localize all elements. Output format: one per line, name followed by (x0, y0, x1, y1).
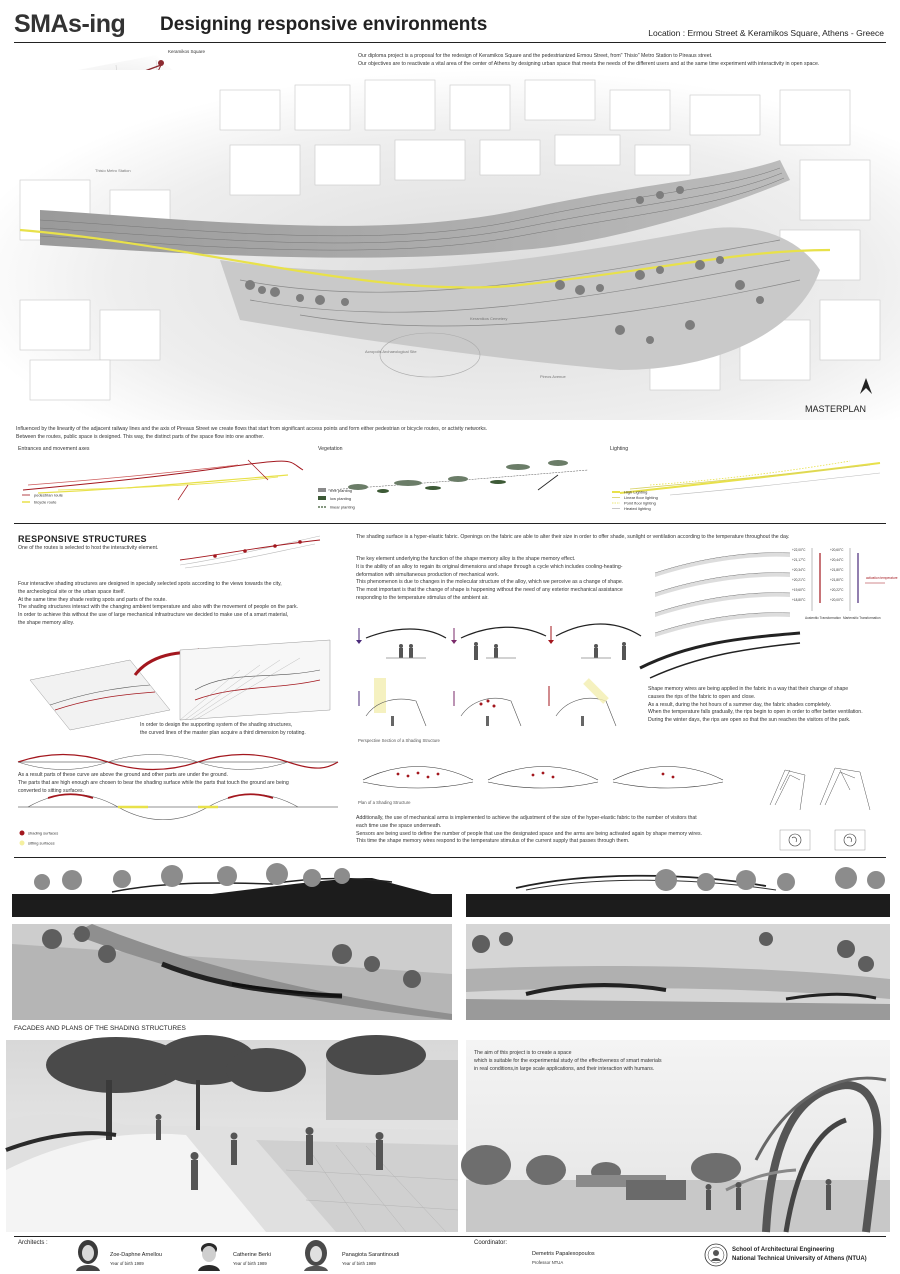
masterplan-drawing (0, 70, 900, 420)
section-divider-1 (14, 523, 886, 524)
arms-l3: Sensors are being used to define the number of people that use the designated space and the arms are being activated again by shape memory wires. (356, 830, 703, 837)
intro-line-2: Our objectives are to reactivate a vital area of the center of Athens by designing urban space that meets the needs of the different users and at the same time experiment with interactivity in open space. (358, 61, 820, 68)
arms-l2: each time use the space underneath. (356, 822, 442, 829)
legend-high-lighting: High Lighting (624, 489, 648, 495)
graph-left-4: +19,60°C (792, 588, 806, 592)
responsive-p3-l1: As a result parts of these curve are above the ground and other parts are under the ground. (18, 772, 228, 778)
architect-1-name: Zoe-Daphne Arnellou (110, 1252, 162, 1258)
aim-l3: in real conditions,in large scale applications, and their interaction with humans. (474, 1065, 655, 1072)
responsive-para-3 (18, 772, 338, 795)
responsive-p1-l6: the shape memory alloy. (18, 619, 75, 626)
legend-pedestrian: pedestrian route (34, 492, 63, 498)
wires-l1: Shape memory wires are being applied in the fabric in a way that their change of shape (648, 686, 849, 692)
legend-heated-lighting: Heated lighting (624, 506, 651, 511)
arms-para (356, 815, 756, 846)
sma-p-l1: The key element underlying the function of the shape memory alloy is the shape memory effect. (356, 556, 576, 562)
graph-left-5: +18,80°C (792, 598, 806, 602)
masterplan-label: MASTERPLAN (804, 404, 866, 414)
layered-structure-diagram (640, 543, 898, 693)
perspective-sections (356, 676, 636, 736)
ntua-seal-icon (704, 1243, 728, 1267)
facade-right (466, 862, 890, 917)
graph-label-martensitic: Martensitic Transformation (843, 616, 881, 620)
legend-sitting-surfaces: sitting surfaces (28, 840, 55, 846)
responsive-p2-l1: In order to design the supporting system of the shading structures, (140, 722, 293, 728)
architects-label: Architects : (18, 1240, 48, 1246)
facade-left (12, 862, 452, 917)
graph-right-3: +21,80°C (830, 578, 844, 582)
architect-3-name: Panagiota Sarantinoudi (342, 1252, 400, 1258)
sma-p-l6: responding to the temperature stimulus of the ambient air. (356, 594, 489, 601)
legend-bicycle: bicycle route (34, 499, 57, 505)
mechanical-arms-diagram (760, 760, 900, 860)
graph-label-austenitic: Austenitic Transformation (805, 616, 841, 620)
responsive-p1-l5: In order to achieve this without the use of large mechanical infrastructure we decided to make use of a smart material, (18, 612, 289, 619)
facades-label: FACADES AND PLANS OF THE SHADING STRUCTURES (14, 1025, 186, 1032)
sma-p-l5: The most important is that the change of shape is happening without the need of any exterior mechanical assistance (356, 587, 623, 594)
graph-left-0: +22,00°C (792, 548, 806, 552)
plan-diagrams (358, 752, 748, 797)
intro-text (358, 52, 888, 68)
responsive-p1-l4: The shading structures interact with the changing ambient temperature and also with the movement of people on the park. (18, 604, 298, 611)
section-caption: Perspective Section of a Shading Structure (358, 738, 440, 743)
map-label-keramikos: Keramikos Square (168, 49, 206, 54)
avatar-sarantinoudi (302, 1239, 330, 1271)
architect-3-year: Year of birth 1989 (342, 1261, 376, 1266)
route-selection-diagram (175, 530, 325, 575)
responsive-p1-l1: Four interactive shading structures are designed in specially selected spots according to the views towards the city, (18, 581, 282, 587)
legend-vegetation (318, 487, 398, 513)
graph-label-activation: activation temperature (866, 576, 898, 580)
graph-left-3: +20,21°C (792, 578, 806, 582)
responsive-p1-l3: At the same time they shade resting spots and parts of the route. (18, 596, 167, 603)
aim-l1: The aim of this project is to create a space (474, 1050, 572, 1056)
graph-left-2: +20,34°C (792, 568, 806, 572)
architect-2-year: Year of birth 1989 (233, 1261, 267, 1266)
responsive-subheading: One of the routes is selected to host the interactivity element. (18, 545, 159, 551)
legend-linear: linear planting (330, 504, 355, 510)
legend-shading-surfaces: shading surfaces (28, 830, 59, 836)
legend-linear-lighting: Linear floor lighting (624, 495, 658, 500)
responsive-para-1 (18, 581, 338, 628)
avatar-arnellou (74, 1239, 102, 1271)
intro-line-1: Our diploma project is a proposal for the redesign of Keramikos Square and the pedestrianized Ermou Street, from" Thisio" Metro Station to Pireaus street. (358, 53, 713, 59)
flows-text (16, 426, 576, 442)
school-name-2: National Technical University of Athens (NTUA) (732, 1256, 867, 1262)
wires-l2: causes the rips of the fabric to open and close. (648, 693, 756, 700)
legend-low: low planting (330, 496, 352, 501)
responsive-p3-l3: converted to sitting surfaces. (18, 787, 85, 794)
school-name-1: School of Architectural Engineering (732, 1247, 835, 1253)
legend-tree: tree planting (330, 488, 353, 493)
arms-l1: Additionally, the use of mechanical arms is implemented to achieve the adjustment of the size of the hyper-elastic fabric to the number of visitors that (356, 815, 697, 821)
fabric-text: The shading surface is a hyper-elastic fabric. Openings on the fabric are able to alter their size in order to offer shade, sunlight or ventilation according to the temperature throughout the day. (356, 534, 790, 540)
mp-label-archaeological: Acropolis Archaeological Site (365, 349, 417, 354)
coordinator-name: Demetris Papalexopoulos (532, 1251, 595, 1257)
graph-right-0: +20,60°C (830, 548, 844, 552)
avatar-berki (195, 1239, 223, 1271)
graph-left-1: +21,17°C (792, 558, 806, 562)
responsive-p2-l2: the curved lines of the master plan acquire a third dimension by rotating. (140, 729, 306, 736)
section-divider-2 (14, 857, 886, 858)
diagram-lighting-title: Lighting (610, 446, 629, 452)
diagram-movement-title: Entrances and movement axes (18, 446, 90, 452)
responsive-heading: RESPONSIVE STRUCTURES (18, 534, 147, 544)
plan-render-left (12, 924, 452, 1020)
flows-line-2: Between the routes, public space is designed. This way, the distinct parts of the space flow into one another. (16, 433, 265, 440)
responsive-p3-l2: The parts that are high enough are chosen to bear the shading surface while the parts that touch the ground are being (18, 779, 289, 786)
project-title: SMAs-ing (14, 10, 126, 38)
shape-change-diagram (356, 618, 646, 678)
sma-p-l3: deformation with simultaneous production of mechanical work. (356, 571, 500, 578)
graph-right-2: +21,80°C (830, 568, 844, 572)
coordinator-label: Coordinator: (474, 1240, 508, 1246)
flows-line-1: Influenced by the linearity of the adjacent railway lines and the axis of Pireaus Street we create flows that start from significant access points and form either pedestrian or bicycle routes, or activity networks. (16, 426, 488, 432)
footer-divider (14, 1236, 886, 1237)
graph-right-5: +20,00°C (830, 598, 844, 602)
wires-para (648, 686, 888, 725)
aim-l2: which is suitable for the experimental study of the effectiveness of smart materials (474, 1057, 662, 1064)
graph-right-4: +20,22°C (830, 588, 844, 592)
aim-text (474, 1050, 734, 1073)
legend-point-lighting: Point floor lighting (624, 500, 656, 506)
header-divider (14, 42, 886, 43)
mp-label-keramikos: Keramikos Cemetery (470, 316, 508, 321)
plan-caption: Plan of a Shading Structure (358, 800, 411, 805)
sma-p-l4: This phenomenon is due to changes in the molecular structure of the alloy, which we perceive as a change of shape. (356, 579, 624, 586)
arms-l4: This time the shape memory wires respond to the temperature stimulus of the current supply that passes through them. (356, 838, 630, 845)
wires-l4: When the temperature falls gradually, the rips begin to open in order to offer better ventilation. (648, 709, 863, 716)
mp-label-thisio: Thisio Metro Station (95, 168, 131, 173)
responsive-p1-l2: the archeological site or the urban space itself. (18, 588, 125, 595)
diagram-vegetation-title: Vegetation (318, 446, 343, 452)
wires-l5: During the winter days, the rips are open so that the sun reaches the visitors of the park. (648, 717, 851, 724)
render-street-view (6, 1040, 458, 1232)
wires-l3: As a result, during the hot hours of a summer day, the fabric shades completely. (648, 701, 831, 708)
keramikos-marker (158, 60, 164, 66)
legend-movement (22, 491, 102, 507)
responsive-para-2 (140, 722, 360, 738)
architect-1-year: Year of birth 1989 (110, 1261, 144, 1266)
sma-para (356, 556, 646, 603)
graph-right-1: +20,44°C (830, 558, 844, 562)
coordinator-title: Professor NTUA (532, 1260, 564, 1265)
location-text: Location : Ermou Street & Keramikos Square, Athens - Greece (648, 28, 884, 38)
rotation-diagram (20, 640, 340, 730)
legend-structures (18, 828, 108, 850)
architect-2-name: Catherine Berki (233, 1252, 271, 1258)
legend-lighting (612, 489, 692, 513)
sma-p-l2: It is the ability of an alloy to regain its original dimensions and shape through a cycle which includes cooling-heating- (356, 563, 623, 570)
mp-label-pireos: Pireos Avenue (540, 374, 566, 379)
plan-render-right (466, 924, 890, 1020)
project-subtitle: Designing responsive environments (160, 14, 488, 35)
